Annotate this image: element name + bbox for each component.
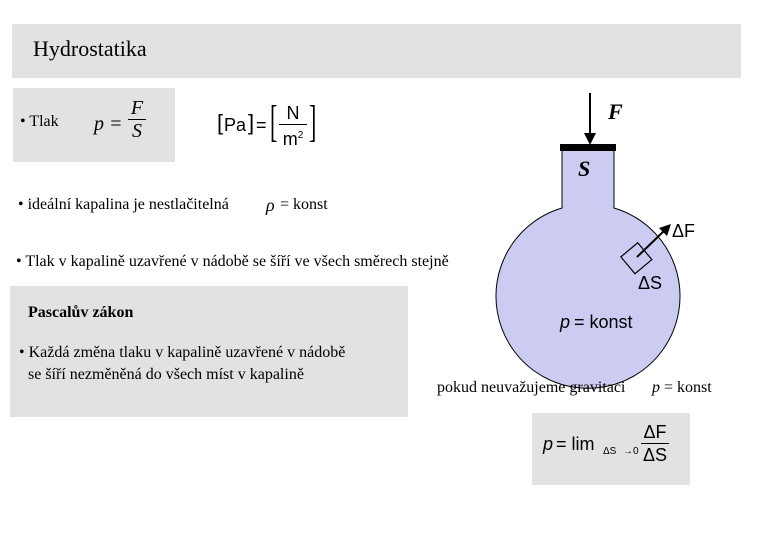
ideal-liquid-text: • ideální kapalina je nestlačitelná <box>18 196 229 213</box>
unit-bracket-right: ] <box>309 97 317 146</box>
pascal-line-2: se šíří nezměněná do všech míst v kapalině <box>28 366 304 383</box>
vessel-shape <box>496 149 680 388</box>
unit-bracket-open: [ <box>217 110 224 135</box>
pressure-spread-text: • Tlak v kapalině uzavřené v nádobě se šíří ve všech směrech stejně <box>16 253 449 270</box>
unit-meter-base: m <box>282 129 298 149</box>
pascal-heading: Pascalův zákon <box>28 304 134 321</box>
tlak-bullet: • Tlak <box>20 113 59 130</box>
unit-bracket-left: [ <box>270 97 278 146</box>
force-arrow-head <box>584 133 596 145</box>
ideal-liquid-rhs: = konst <box>280 196 328 213</box>
delta-area-label: ΔS <box>638 273 663 293</box>
unit-newton: N <box>286 103 300 123</box>
vessel-pressure-rhs: = konst <box>574 312 633 332</box>
limit-subscript: ΔS <box>603 446 617 457</box>
slide-title: Hydrostatika <box>33 36 147 61</box>
gravity-note-rhs: = konst <box>664 379 712 396</box>
limit-operator: = lim <box>556 434 595 454</box>
limit-numerator: ΔF <box>643 422 667 442</box>
gravity-note-text: pokud neuvažujeme gravitaci <box>437 379 626 396</box>
pressure-denominator: S <box>132 120 142 142</box>
limit-denominator: ΔS <box>642 445 668 465</box>
limit-fraction <box>640 421 670 466</box>
unit-bracket-close: ] <box>248 110 255 135</box>
limit-arrow: →0 <box>623 446 639 457</box>
pressure-numerator: F <box>130 97 144 119</box>
gravity-note-p: p <box>652 379 660 396</box>
force-label: F <box>608 99 623 124</box>
limit-lhs: p <box>543 434 554 454</box>
rho-symbol: ρ <box>266 195 275 215</box>
unit-exponent: 2 <box>297 130 304 141</box>
pascal-line-1: • Každá změna tlaku v kapalině uzavřené v nádobě <box>19 344 346 361</box>
unit-equals: = <box>256 115 267 135</box>
unit-pascal: Pa <box>224 115 247 135</box>
pressure-formula-lhs: p = <box>94 113 123 135</box>
vessel-pressure-p: p <box>560 312 571 332</box>
piston <box>560 144 616 151</box>
delta-force-label: ΔF <box>672 221 696 241</box>
area-label: S <box>578 156 591 181</box>
